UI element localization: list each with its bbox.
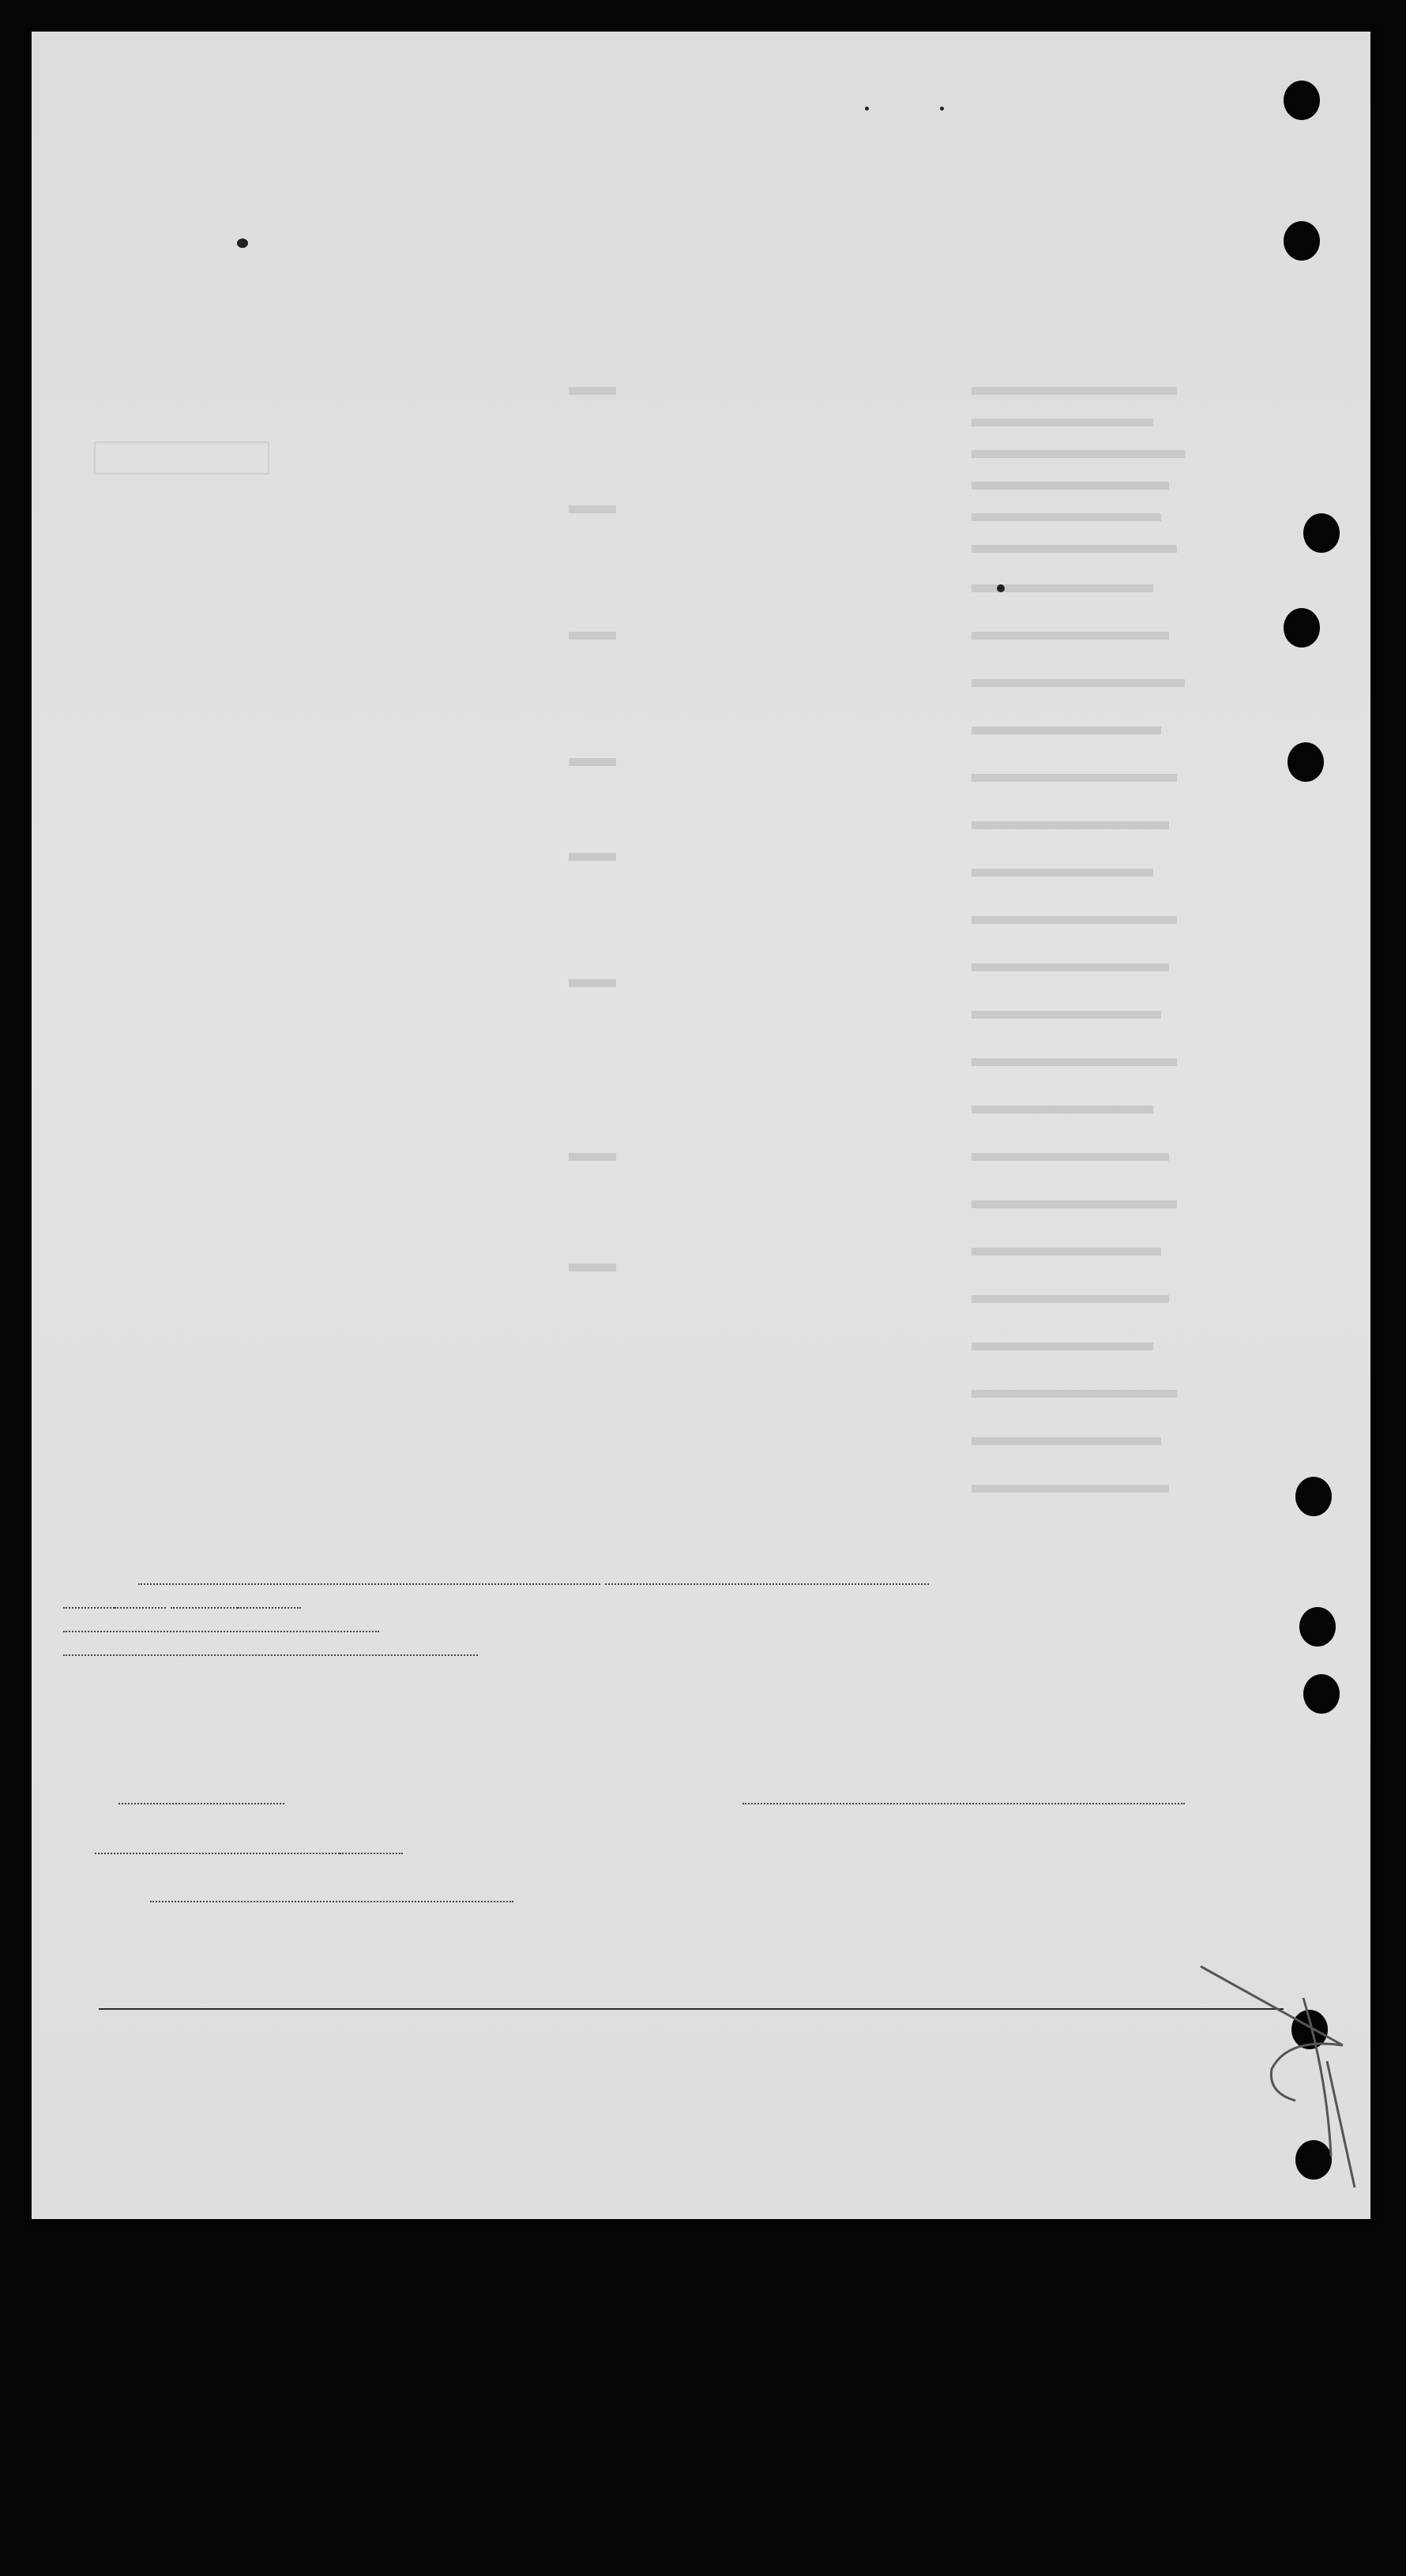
punch-hole: [1303, 513, 1340, 553]
manifest-page: [32, 32, 1370, 2219]
horizontal-rule: [99, 2008, 1284, 2010]
day-row: [95, 1836, 569, 1860]
pencil-mark: [1185, 1951, 1359, 2203]
ink-speck: [997, 584, 1005, 592]
bleed-through-texture: [32, 32, 1370, 1532]
punch-hole: [1284, 81, 1320, 120]
ink-speck: [237, 238, 248, 248]
punch-hole: [1303, 1674, 1340, 1714]
punch-hole: [1299, 1607, 1336, 1647]
deputy-signature-line: [150, 1901, 513, 1902]
ink-speck: [865, 107, 869, 111]
ink-speck: [940, 107, 944, 111]
punch-hole: [1284, 221, 1320, 261]
punch-hole: [1284, 608, 1320, 648]
sworn-row: [118, 1786, 1280, 1813]
oath-statement: [63, 1568, 1280, 1662]
punch-hole: [1295, 1477, 1332, 1516]
punch-hole: [1288, 742, 1324, 782]
